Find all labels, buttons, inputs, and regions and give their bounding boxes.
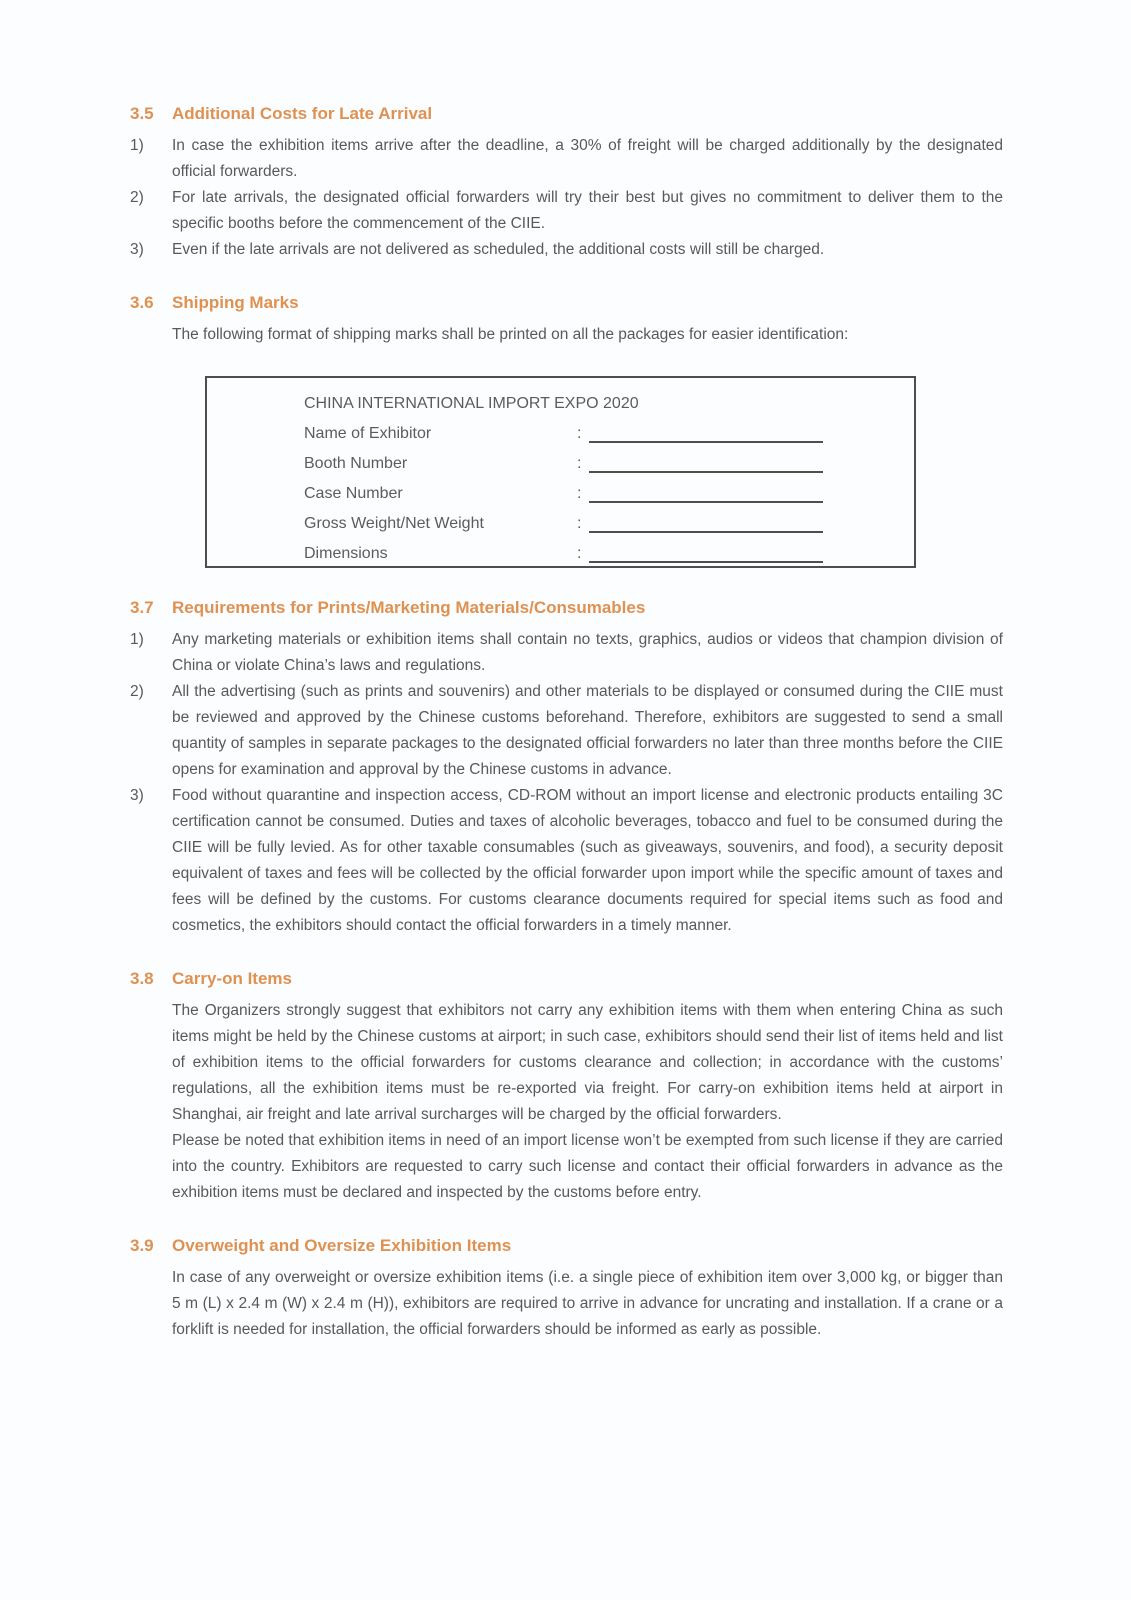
blank-fill-line bbox=[589, 449, 823, 473]
section-title: Additional Costs for Late Arrival bbox=[172, 104, 433, 123]
section-heading bbox=[130, 103, 1003, 125]
shipping-box-row bbox=[304, 419, 914, 449]
field-label: Booth Number bbox=[304, 455, 408, 472]
shipping-box-row bbox=[304, 509, 914, 539]
section-intro: The following format of shipping marks shall be printed on all the packages for easier identification: bbox=[172, 326, 849, 343]
list-marker: 2) bbox=[130, 189, 144, 206]
blank-fill-line bbox=[589, 539, 823, 563]
blank-fill-line bbox=[589, 419, 823, 443]
shipping-marks-box bbox=[205, 376, 916, 568]
shipping-box-row bbox=[304, 539, 914, 569]
list-text: For late arrivals, the designated official forwarders will try their best but gives no commitment to deliver them to the specific booths before the commencement of the CIIE. bbox=[172, 189, 1003, 232]
field-separator: : bbox=[577, 455, 582, 472]
list-text: In case the exhibition items arrive after the deadline, a 30% of freight will be charged additionally by the designated official forwarders. bbox=[172, 137, 1003, 180]
list-item bbox=[130, 627, 1003, 679]
section-heading bbox=[130, 597, 1003, 619]
field-separator: : bbox=[577, 485, 582, 502]
section-title: Requirements for Prints/Marketing Materials/Consumables bbox=[172, 598, 646, 617]
section-number: 3.7 bbox=[130, 598, 154, 617]
field-label: Dimensions bbox=[304, 545, 388, 562]
list-marker: 3) bbox=[130, 787, 144, 804]
section-additional-costs bbox=[130, 103, 1003, 263]
list-item bbox=[130, 679, 1003, 783]
blank-fill-line bbox=[589, 479, 823, 503]
section-heading bbox=[130, 292, 1003, 314]
list-marker: 3) bbox=[130, 241, 144, 258]
list-text: Even if the late arrivals are not delivered as scheduled, the additional costs will still be charged. bbox=[172, 241, 825, 258]
section-title: Overweight and Oversize Exhibition Items bbox=[172, 1236, 512, 1255]
section-number: 3.9 bbox=[130, 1236, 154, 1255]
section-number: 3.8 bbox=[130, 969, 154, 988]
list-marker: 1) bbox=[130, 631, 144, 648]
field-separator: : bbox=[577, 425, 582, 442]
shipping-box-title: CHINA INTERNATIONAL IMPORT EXPO 2020 bbox=[304, 395, 639, 412]
field-separator: : bbox=[577, 515, 582, 532]
field-label: Name of Exhibitor bbox=[304, 425, 432, 442]
section-heading bbox=[130, 968, 1003, 990]
shipping-box-row bbox=[304, 449, 914, 479]
field-label: Case Number bbox=[304, 485, 403, 502]
section-paragraph: The Organizers strongly suggest that exhibitors not carry any exhibition items with them when entering China as such items might be held by the Chinese customs at airport; in such case, exhibitors should send their list of items held and list of exhibition items to the official forwarders for customs clearance and collection; in accordance with the customs’ regulations, all the exhibition items must be re-exported via freight. For carry-on exhibition items held at airport in Shanghai, air freight and late arrival surcharges will be charged by the official forwarders. bbox=[172, 1002, 1003, 1123]
section-title: Shipping Marks bbox=[172, 293, 299, 312]
section-shipping-marks bbox=[130, 292, 1003, 568]
section-overweight-oversize bbox=[130, 1235, 1003, 1343]
list-text: All the advertising (such as prints and souvenirs) and other materials to be displayed or consumed during the CIIE must be reviewed and approved by the Chinese customs beforehand. Therefore, exhibitors are suggested to send a small quantity of samples in separate packages to the designated official forwarders no later than three months before the CIIE opens for examination and approval by the Chinese customs in advance. bbox=[172, 683, 1003, 778]
list-text: Food without quarantine and inspection access, CD-ROM without an import license and electronic products entailing 3C certification cannot be consumed. Duties and taxes of alcoholic beverages, tobacco and fuel to be consumed during the CIIE will be fully levied. As for other taxable consumables (such as giveaways, souvenirs, and food), a security deposit equivalent of taxes and fees will be collected by the official forwarder upon import while the specific amount of taxes and fees will be defined by the customs. For customs clearance documents required for special items such as food and cosmetics, the exhibitors should contact the official forwarders in a timely manner. bbox=[172, 787, 1003, 934]
list-text: Any marketing materials or exhibition items shall contain no texts, graphics, audios or videos that champion division of China or violate China’s laws and regulations. bbox=[172, 631, 1003, 674]
list-marker: 1) bbox=[130, 137, 144, 154]
list-item bbox=[130, 237, 1003, 263]
list-item bbox=[130, 783, 1003, 939]
shipping-box-row bbox=[304, 479, 914, 509]
section-paragraph: In case of any overweight or oversize exhibition items (i.e. a single piece of exhibition item over 3,000 kg, or bigger than 5 m (L) x 2.4 m (W) x 2.4 m (H)), exhibitors are required to arrive in advance for uncrating and installation. If a crane or a forklift is needed for installation, the official forwarders should be informed as early as possible. bbox=[172, 1269, 1003, 1338]
section-number: 3.5 bbox=[130, 104, 154, 123]
list-item bbox=[130, 133, 1003, 185]
field-separator: : bbox=[577, 545, 582, 562]
list-item bbox=[130, 185, 1003, 237]
section-paragraph: Please be noted that exhibition items in need of an import license won’t be exempted from such license if they are carried into the country. Exhibitors are requested to carry such license and contact their official forwarders in advance as the exhibition items must be declared and inspected by the customs before entry. bbox=[172, 1132, 1003, 1201]
page-content bbox=[130, 103, 1003, 1372]
list-marker: 2) bbox=[130, 683, 144, 700]
section-heading bbox=[130, 1235, 1003, 1257]
section-number: 3.6 bbox=[130, 293, 154, 312]
field-label: Gross Weight/Net Weight bbox=[304, 515, 484, 532]
section-title: Carry-on Items bbox=[172, 969, 292, 988]
blank-fill-line bbox=[589, 509, 823, 533]
section-prints-requirements bbox=[130, 597, 1003, 939]
section-carry-on-items bbox=[130, 968, 1003, 1206]
